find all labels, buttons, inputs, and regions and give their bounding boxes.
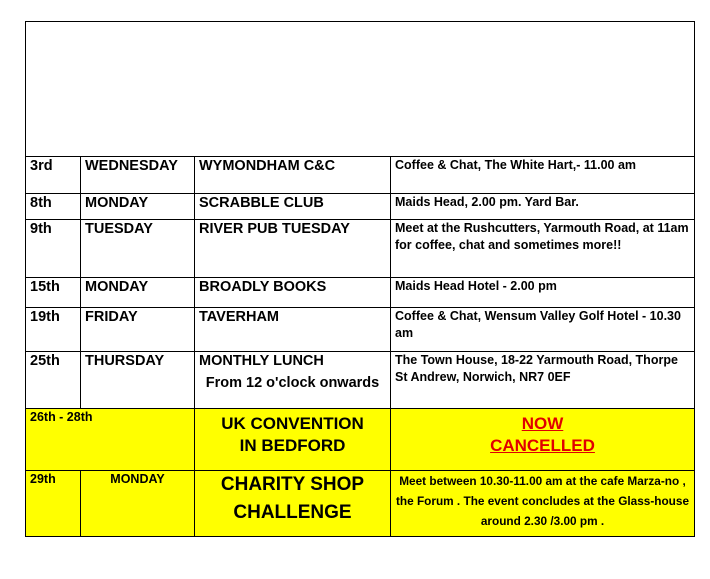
table-row <box>26 194 695 220</box>
details-cell: Meet between 10.30-11.00 am at the cafe Marza-no , the Forum . The event concludes at the Glass-house around 2.30 /3.00 pm . <box>391 471 695 537</box>
date-cell: 26th - 28th <box>26 409 195 471</box>
event-cell: BROADLY BOOKS <box>195 278 391 308</box>
details-cell: The Town House, 18-22 Yarmouth Road, Thorpe St Andrew, Norwich, NR7 0EF <box>391 352 695 409</box>
details-cell: Maids Head Hotel - 2.00 pm <box>391 278 695 308</box>
charity-row <box>26 471 695 537</box>
event-title-line1: CHARITY SHOP <box>220 474 365 495</box>
day-cell: MONDAY <box>81 194 195 220</box>
day-cell: MONDAY <box>81 278 195 308</box>
header-row <box>26 22 695 157</box>
table-row <box>26 220 695 278</box>
details-cell: Maids Head, 2.00 pm. Yard Bar. <box>391 194 695 220</box>
table-row <box>26 352 695 409</box>
event-cell <box>195 352 391 409</box>
status-line2: CANCELLED <box>490 436 595 455</box>
header-blank-cell <box>26 22 695 157</box>
date-cell: 8th <box>26 194 81 220</box>
event-cell <box>195 409 391 471</box>
day-cell: THURSDAY <box>81 352 195 409</box>
convention-row <box>26 409 695 471</box>
event-cell: TAVERHAM <box>195 308 391 352</box>
date-cell: 3rd <box>26 157 81 194</box>
event-title: MONTHLY LUNCH <box>199 353 324 369</box>
date-cell: 19th <box>26 308 81 352</box>
date-cell: 29th <box>26 471 81 537</box>
details-cell: Meet at the Rushcutters, Yarmouth Road, at 11am for coffee, chat and sometimes more!! <box>391 220 695 278</box>
day-cell: FRIDAY <box>81 308 195 352</box>
table-row <box>26 278 695 308</box>
event-title-line2: CHALLENGE <box>233 502 352 523</box>
status-line1: NOW <box>521 414 564 433</box>
table-row <box>26 157 695 194</box>
details-cell: Coffee & Chat, The White Hart,- 11.00 am <box>391 157 695 194</box>
table-row <box>26 308 695 352</box>
details-cell: Coffee & Chat, Wensum Valley Golf Hotel - 10.30 am <box>391 308 695 352</box>
day-cell: WEDNESDAY <box>81 157 195 194</box>
event-cell: WYMONDHAM C&C <box>195 157 391 194</box>
event-title-line1: UK CONVENTION <box>221 414 364 433</box>
event-title-line2: IN BEDFORD <box>239 436 346 455</box>
date-cell: 15th <box>26 278 81 308</box>
date-cell: 9th <box>26 220 81 278</box>
day-cell: TUESDAY <box>81 220 195 278</box>
event-note: From 12 o'clock onwards <box>205 375 380 391</box>
date-cell: 25th <box>26 352 81 409</box>
event-cell: SCRABBLE CLUB <box>195 194 391 220</box>
status-cell <box>391 409 695 471</box>
event-cell <box>195 471 391 537</box>
events-table <box>25 21 695 537</box>
event-cell: RIVER PUB TUESDAY <box>195 220 391 278</box>
day-cell: MONDAY <box>81 471 195 537</box>
